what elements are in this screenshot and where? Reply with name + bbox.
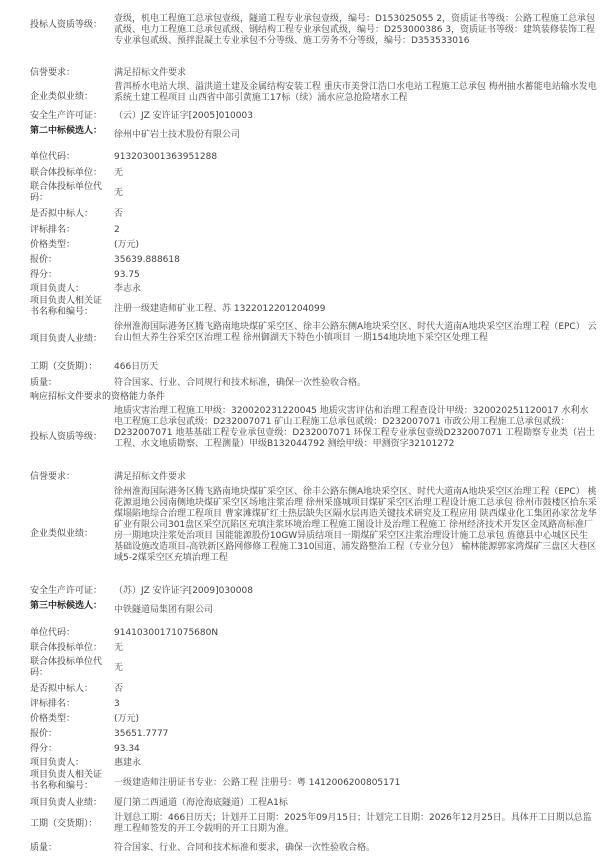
field-value: 否 [114,684,124,694]
field-label: 项目负责人业绩： [30,798,103,808]
field-value: 93.34 [114,744,140,754]
field-label: 投标人资质等级： [30,432,103,442]
field-value: 符合国家、行业、合同规行和技术标准，确保一次性验收合格。 [114,378,367,388]
field-label: 项目负责人： [30,758,85,768]
field-value: 93.75 [114,270,140,280]
field-value: 466日历天 [114,362,159,372]
field-value: 35639.888618 [114,255,180,265]
field-value: (万元) [114,714,140,724]
field-label: 评标排名： [30,699,76,709]
field-label: 项目负责人相关证书名称和编号： [30,770,103,791]
field-value: (万元) [114,240,140,250]
field-value: 计划总工期：466日历天；计划开工日期：2025年09月15日；计划完工日期：2026年12月25日。具体开工日期以总监理工程师签发的开工令载明的开工日期为准。 [114,813,592,834]
candidate-heading: 第二中标候选人： [30,126,103,136]
field-label: 联合体投标单位： [30,168,103,178]
field-value: 壹级，机电工程施工总承包壹级，隧道工程专业承包壹级，编号：D153025055 2，资质证书等级：公路工程施工总承包贰级、电力工程施工总承包贰级、钢结构工程专业承包贰级，编号：D253000386 3，资质证书等级：建筑装修装饰工程专业承包贰级、预拌混凝土专业承包不分等级、施工劳务不分等级，编号：D353533016 [114,14,596,46]
field-value: 满足招标文件要求 [114,68,187,78]
field-label: 项目负责人相关证书名称和编号： [30,296,103,317]
field-value: 普洱桥水电站大坝、溢洪道土建及金属结构安装工程 重庆市美誉江浩口水电站工程施工总承包 梅州抽水蓄能电站输水发电系统土建工程项目 山西省中部引黄施工17标（续）涌水应急抢险堵水工程 [114,82,597,103]
field-label: 价格类型： [30,240,76,250]
field-label: 项目负责人： [30,284,85,294]
field-label: 是否拟中标人： [30,209,94,219]
field-value: 厦门第二西通道（海沧海底隧道）工程A1标 [114,798,288,808]
field-value: 否 [114,209,124,219]
field-value: （云）JZ 安许证字[2005]010003 [114,111,253,121]
field-value: 无 [114,188,124,198]
field-label: 信誉要求： [30,472,76,482]
field-label: 价格类型： [30,714,76,724]
field-label: 单位代码： [30,152,76,162]
field-label: 质量： [30,378,58,388]
field-label: 工期（交货期）： [30,362,98,372]
field-label: 投标人资质等级： [30,20,103,30]
field-label: 安全生产许可证： [30,111,103,121]
candidate-name: 徐州中矿岩土技术股份有限公司 [114,130,241,140]
field-value: 一级建造师注册证书专业：公路工程 注册号：粤 1412006200805171 [114,778,401,788]
field-value: 无 [114,663,124,673]
field-label: 得分： [30,270,58,280]
field-label: 企业类似业绩： [30,529,94,539]
field-label: 是否拟中标人： [30,684,94,694]
field-label: 报价： [30,729,58,739]
field-value: 无 [114,643,124,653]
field-value: 35651.7777 [114,729,169,739]
field-value: 地质灾害治理工程施工甲级：320020231220045 地质灾害评估和治理工程查设计甲级：320020251120017 水利水电工程施工总承包贰级：D232007071 矿山工程施工总承包贰级：D232007071 市政公用工程施工总承包贰级：D232007071 地基基础工程专业承包壹级：D232007071 环保工程专业承包壹级D232007071 工程勘察专业类（岩土工程、水文地质勘察、工程测量）甲级B132044792 测绘甲级：甲测资字32101272 [114,406,595,449]
field-value: 91410300171075680N [114,628,219,638]
field-label: 评标排名： [30,225,76,235]
field-value: 注册一级建造师矿业工程、苏 1322012201204099 [114,304,326,314]
field-value: 913203001363951288 [114,152,218,162]
field-label: 单位代码： [30,628,76,638]
candidate-name: 中铁隧道局集团有限公司 [114,605,214,615]
field-value: 无 [114,168,124,178]
field-label: 项目负责人业绩： [30,334,103,344]
field-value: 2 [114,225,120,235]
field-label: 质量： [30,843,58,853]
field-label: 联合体投标单位： [30,643,103,653]
section-heading: 响应招标文件要求的资格能力条件 [30,392,166,402]
field-label: 信誉要求： [30,68,76,78]
candidate-heading: 第三中标候选人： [30,601,103,611]
field-label: 报价： [30,255,58,265]
field-label: 联合体投标单位代码： [30,657,103,678]
field-value: 徐州淮海国际港务区腾飞路南地块煤矿采空区、徐丰公路东侧A地块采空区、时代大道南A地块采空区治理工程（EPC） 桃花源退地公园南侧地块煤矿采空区场地注浆治理 徐州采盛城项目煤矿采空区治理工程设计施工总承包 徐州市鼓楼区拾东采煤塌陷地综合治理工程项目 曹家滩煤矿红土热层缺失区隔水层再造关键技术研究及工程应用 陕西煤业化工集团孙家岔龙华矿业有限公司301盘区采空沉陷区充填注浆环境治理工程施工图设计及治理工程施工 徐州经济技术开发区金凤路高标准厂房一期地块注浆处治项目 国能能源股份10GW异质结项目一期煤矿采空区注浆治理设计施工总承包 旌德县中心城区民生基础设施改造项目-高铁新区路网修修工程施工310国道、浦发路整治工程（专业分包） 榆林能源郭家湾煤矿三盘区大巷区域5-2煤采空区充填治理工程 [114,487,597,563]
field-value: 徐州淮海国际港务区腾飞路南地块煤矿采空区、徐丰公路东侧A地块采空区、时代大道南A地块采空区治理工程（EPC） 云台山恒大养生谷采空区治理工程 徐州御湖天下特色小镇项目 一期154地块地下采空区处理工程 [114,322,597,343]
field-label: 企业类似业绩： [30,92,94,102]
field-value: 符合国家、行业、合同和技术标准和要求，确保一次性验收合格。 [114,843,376,853]
field-value: 3 [114,699,120,709]
field-label: 安全生产许可证： [30,586,103,596]
field-value: （苏）JZ 安许证字[2009]030008 [114,586,253,596]
field-value: 满足招标文件要求 [114,472,187,482]
field-value: 惠建永 [114,758,142,768]
field-value: 李志永 [114,284,142,294]
field-label: 工期（交货期）： [30,819,98,829]
field-label: 得分： [30,744,58,754]
field-label: 联合体投标单位代码： [30,182,103,203]
